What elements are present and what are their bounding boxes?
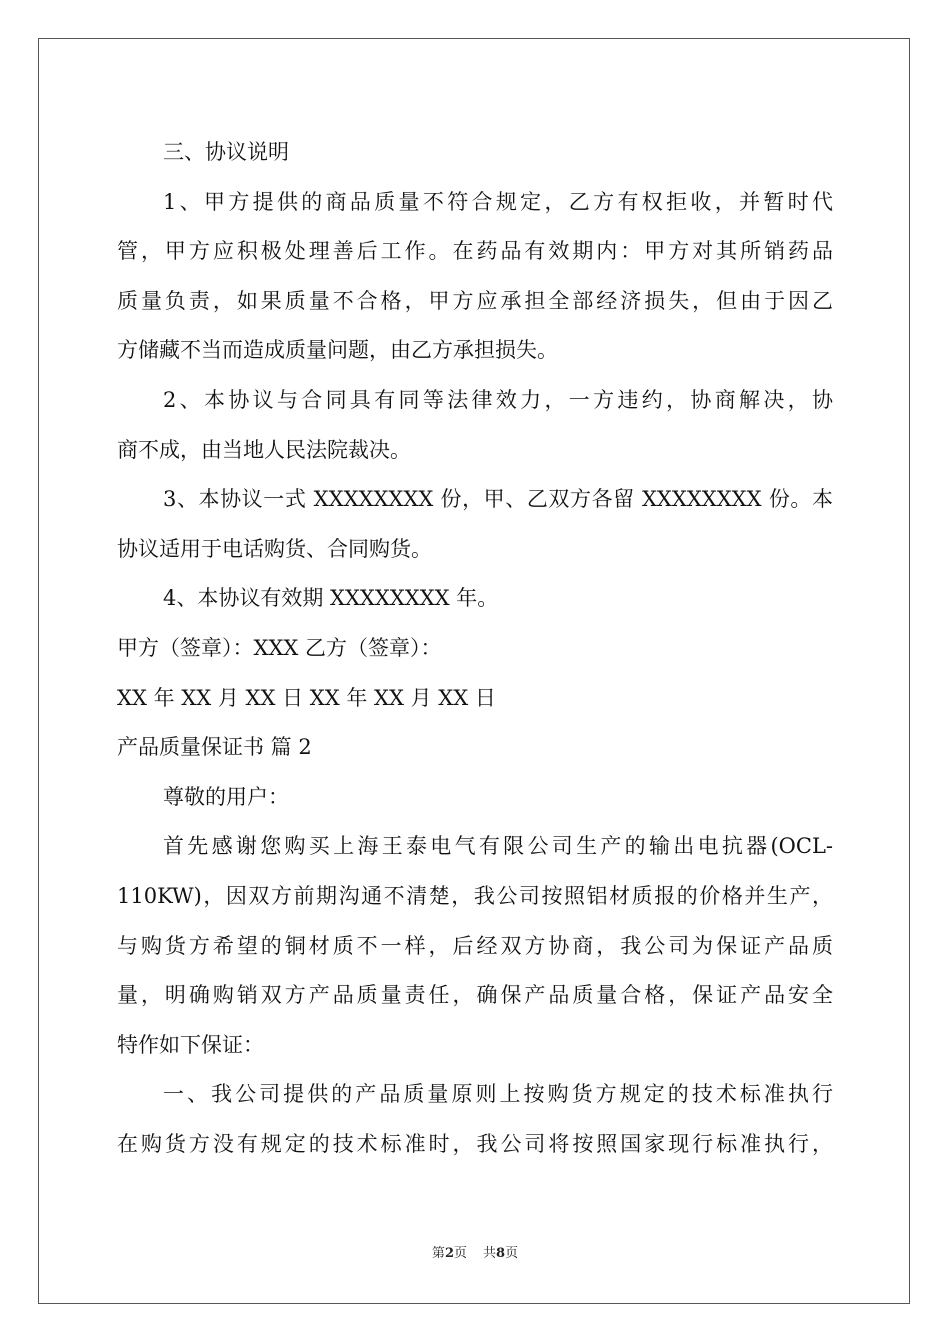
paragraph-line: 量，明确购销双方产品质量责任，确保产品质量合格，保证产品安全 [117, 983, 833, 1008]
total-prefix: 共 [483, 1246, 497, 1261]
paragraph-line: 一、我公司提供的产品质量原则上按购货方规定的技术标准执行 [163, 1082, 833, 1107]
document-body [117, 128, 833, 1169]
page-number: 2 [444, 1246, 454, 1261]
page-suffix: 页 [453, 1246, 467, 1261]
section-heading: 三、协议说明 [163, 140, 289, 164]
page-prefix: 第 [431, 1246, 445, 1261]
paragraph-line: 协议适用于电话购货、合同购货。 [117, 536, 432, 561]
salutation: 尊敬的用户： [163, 784, 289, 809]
date-line: XX 年 XX 月 XX 日 XX 年 XX 月 XX 日 [117, 685, 496, 710]
paragraph-line: 首先感谢您购买上海王泰电气有限公司生产的输出电抗器(OCL- [163, 834, 833, 859]
total-pages: 8 [496, 1246, 506, 1261]
paragraph-line: 特作如下保证： [117, 1032, 264, 1057]
paragraph-line: 1、甲方提供的商品质量不符合规定，乙方有权拒收，并暂时代 [163, 189, 833, 214]
paragraph-line: 4、本协议有效期 XXXXXXXX 年。 [163, 586, 499, 611]
signature-line: 甲方（签章）：XXX 乙方（签章）： [117, 635, 442, 660]
paragraph-line: 与购货方希望的铜材质不一样，后经双方协商，我公司为保证产品质 [117, 933, 833, 958]
paragraph-line: 110KW)，因双方前期沟通不清楚，我公司按照铝材质报的价格并生产， [117, 883, 833, 908]
paragraph-line: 管，甲方应积极处理善后工作。在药品有效期内：甲方对其所销药品 [117, 239, 833, 264]
paragraph-line: 2、本协议与合同具有同等法律效力，一方违约，协商解决，协 [163, 387, 833, 412]
paragraph-line: 3、本协议一式 XXXXXXXX 份，甲、乙双方各留 XXXXXXXX 份。本 [163, 487, 833, 512]
page-footer [0, 1244, 950, 1264]
section-title: 产品质量保证书 篇 2 [117, 735, 312, 760]
paragraph-line: 质量负责，如果质量不合格，甲方应承担全部经济损失，但由于因乙 [117, 288, 833, 313]
paragraph-line: 商不成，由当地人民法院裁决。 [117, 437, 411, 462]
total-suffix: 页 [505, 1246, 519, 1261]
paragraph-line: 在购货方没有规定的技术标准时，我公司将按照国家现行标准执行， [117, 1131, 833, 1156]
paragraph-line: 方储藏不当而造成质量问题，由乙方承担损失。 [117, 338, 558, 363]
